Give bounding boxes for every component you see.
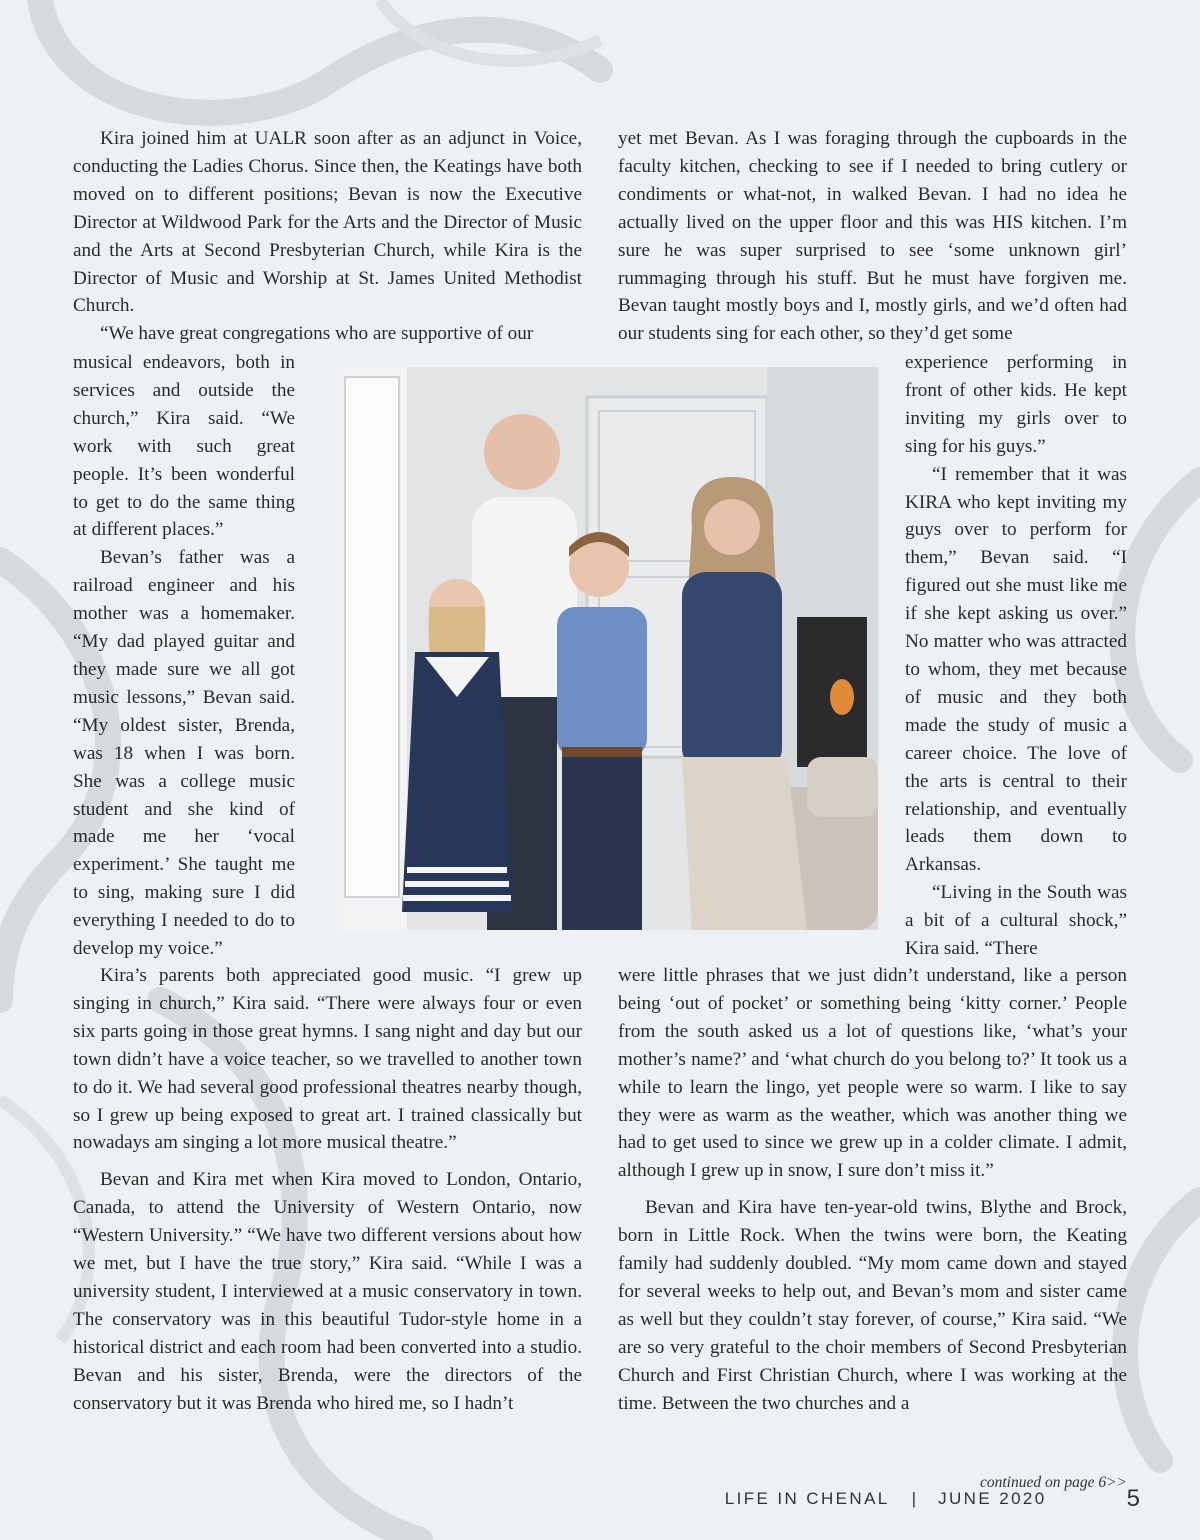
left-column-bottom [73,962,582,1418]
paragraph: Kira joined him at UALR soon after as an adjunct in Voice, conducting the Ladies Chorus. Since then, the Keatings have both moved on to different positions; Bevan is now the Executive Director at Wildwood Park for the Arts and the Director of Music and the Arts at Second Presbyterian Church, while Kira is the Director of Music and Worship at St. James United Methodist Church. [73,128,582,317]
family-photo [337,367,878,930]
right-column-wrap [905,349,1127,963]
paragraph: Bevan and Kira met when Kira moved to London, Ontario, Canada, to attend the University of Western Ontario, now “Western University.” “We have two different versions about how we met, but I have the true story,” Kira said. “While I was a university student, I interviewed at a music conservatory in town. The conservatory was in this beautiful Tudor-style home in a historical district and each room had been converted into a studio. Bevan and his sister, Brenda, were the directors of the conservatory but it was Brenda who hired me, so I hadn’t [73,1169,582,1414]
page-number: 5 [1126,1485,1140,1512]
paragraph: “I remember that it was KIRA who kept inviting my guys over to perform for them,” Bevan said. “I figured out she must like me if she kept asking us over.” No matter who was attracted to whom, they met because of music and they both made the study of music a career choice. The love of the arts is central to their relationship, and eventually leads them down to Arkansas. [905,463,1127,876]
continued-note: continued on page 6>> [979,1474,1127,1491]
issue-date: JUNE 2020 [938,1489,1047,1508]
right-column-bottom [618,962,1127,1418]
paragraph: “We have great congregations who are supportive of our [100,323,534,345]
paragraph: Bevan’s father was a railroad engineer and his mother was a homemaker. “My dad played guitar and they made sure we all got music lessons,” Bevan said. “My oldest sister, Brenda, was 18 when I was born. She was a college music student and she kind of made me her ‘vocal experiment.’ She taught me to sing, making sure I did everything I needed to do to develop my voice.” [73,547,295,960]
paragraph: Kira’s parents both appreciated good music. “I grew up singing in church,” Kira said. “There were always four or even six parts going in those great hymns. I sang night and day but our town didn’t have a voice teacher, so we travelled to another town to do it. We had several good professional theatres nearby though, so I grew up being exposed to great art. I trained classically but nowadays am singing a lot more musical theatre.” [73,965,582,1154]
publication-name: LIFE IN CHENAL [724,1489,890,1508]
paragraph: experience performing in front of other kids. He kept inviting my girls over to sing for his guys.” [905,352,1127,457]
paragraph: Bevan and Kira have ten-year-old twins, Blythe and Brock, born in Little Rock. When the twins were born, the Keating family had suddenly doubled. “My mom came down and stayed for several weeks to help out, and Bevan’s mom and sister came as well but they couldn’t stay forever, of course,” Kira said. “We are so very grateful to the choir members of Second Presbyterian Church and First Christian Church, where I was working at the time. Between the two churches and a [618,1197,1127,1414]
paragraph: “Living in the South was a bit of a cultural shock,” Kira said. “There [905,882,1127,960]
footer-separator: | [911,1489,917,1508]
paragraph: yet met Bevan. As I was foraging through the cupboards in the faculty kitchen, checking to see if I needed to bring cutlery or condiments or what-not, in walked Bevan. I had no idea he actually lived on the upper floor and this was HIS kitchen. I’m sure he was super surprised to see ‘some unknown girl’ rummaging through his stuff. But he must have forgiven me. Bevan taught mostly boys and I, mostly girls, and we’d often had our students sing for each other, so they’d get some [618,128,1127,345]
paragraph: musical endeavors, both in services and outside the church,” Kira said. “We work with such great people. It’s been wonderful to get to do the same thing at different places.” [73,352,295,541]
left-column-wrap [73,349,295,963]
right-column-top [618,125,1127,348]
paragraph: were little phrases that we just didn’t understand, like a person being ‘out of pocket’ or something being ‘kitty corner.’ People from the south asked us a lot of questions like, ‘what’s your mother’s name?’ and ‘what church do you belong to?’ It took us a while to learn the lingo, yet people were so warm. I like to say they were as warm as the weather, which was another thing we had to get used to since we grew up in a colder climate. I admit, although I grew up in snow, I sure don’t miss it.” [618,965,1127,1182]
page-footer [725,1485,1140,1513]
left-column-top [73,125,582,348]
